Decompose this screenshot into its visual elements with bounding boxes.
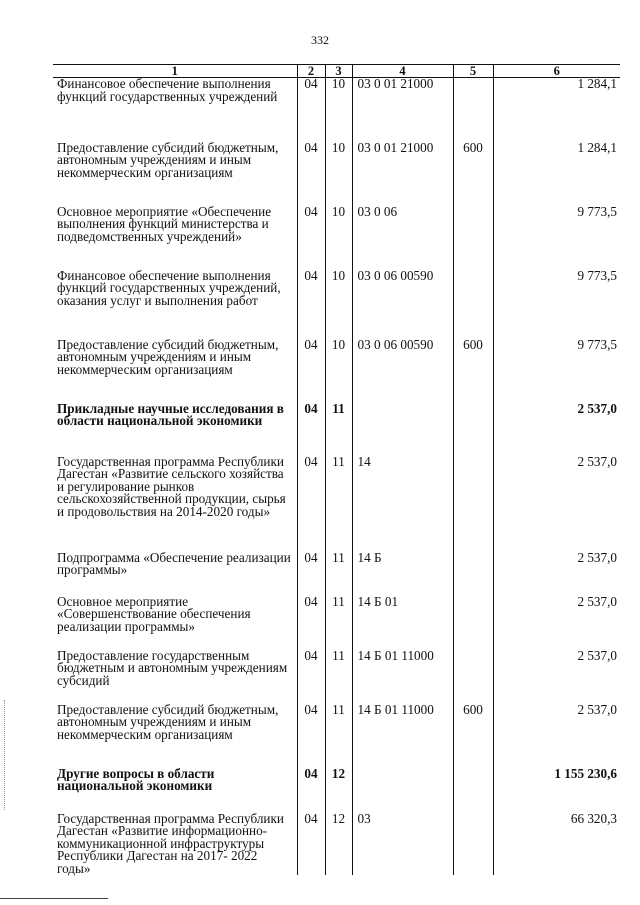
cell-target-article: 14 Б 01: [352, 596, 453, 650]
cell-expense-type: [453, 270, 493, 339]
cell-target-article: 03 0 06 00590: [352, 339, 453, 403]
cell-description: Финансовое обеспечение выполнения функций государственных учреждений: [57, 76, 278, 104]
cell-expense-type: 600: [453, 142, 493, 206]
cell-amount: 1 284,1: [493, 142, 620, 206]
cell-amount: 2 537,0: [493, 596, 620, 650]
cell-expense-type: 600: [453, 704, 493, 768]
cell-expense-type: [453, 768, 493, 813]
table-row: [53, 596, 620, 650]
cell-description: Предоставление субсидий бюджетным, автономным учреждениям и иным некоммерческим организациям: [57, 701, 279, 742]
table-row: [53, 704, 620, 768]
cell-target-article: 14: [352, 456, 453, 552]
cell-subsection: 11: [325, 704, 352, 768]
cell-section: 04: [297, 650, 325, 704]
table-row: [53, 552, 620, 596]
cell-description: Государственная программа Республики Дагестан «Развитие сельского хозяйства и регулирование рынков сельскохозяйственной продукции, сырья и продовольствия на 2014-2020 годы»: [57, 453, 286, 519]
table-row: [53, 813, 620, 876]
cell-expense-type: [453, 403, 493, 456]
budget-table: [53, 64, 620, 875]
header-col-4: 4: [352, 65, 453, 78]
header-col-5: 5: [453, 65, 493, 78]
cell-subsection: 11: [325, 456, 352, 552]
bottom-rule: [0, 898, 108, 899]
cell-expense-type: [453, 813, 493, 876]
cell-amount: 2 537,0: [493, 403, 620, 456]
cell-target-article: 14 Б 01 11000: [352, 650, 453, 704]
cell-target-article: [352, 403, 453, 456]
cell-description: Финансовое обеспечение выполнения функций государственных учреждений, оказания услуг и выполнения работ: [57, 267, 281, 308]
cell-expense-type: [453, 78, 493, 142]
table-row: [53, 456, 620, 552]
table-row: [53, 403, 620, 456]
cell-target-article: 14 Б: [352, 552, 453, 596]
cell-subsection: 11: [325, 552, 352, 596]
cell-section: 04: [297, 142, 325, 206]
cell-subsection: 11: [325, 403, 352, 456]
cell-section: 04: [297, 456, 325, 552]
cell-section: 04: [297, 270, 325, 339]
table-row: [53, 78, 620, 142]
cell-description: Государственная программа Республики Дагестан «Развитие информационно-коммуникационной инфраструктуры Республики Дагестан на 2017- 2022 годы»: [57, 810, 284, 876]
cell-subsection: 11: [325, 650, 352, 704]
cell-description: Прикладные научные исследования в области национальной экономики: [57, 400, 284, 429]
cell-amount: 9 773,5: [493, 206, 620, 270]
cell-expense-type: [453, 596, 493, 650]
cell-target-article: 03 0 01 21000: [352, 78, 453, 142]
cell-description: Основное мероприятие «Обеспечение выполнения функций министерства и подведомственных учреждений»: [57, 203, 272, 244]
cell-section: 04: [297, 552, 325, 596]
cell-subsection: 12: [325, 813, 352, 876]
cell-target-article: 03 0 06 00590: [352, 270, 453, 339]
cell-section: 04: [297, 206, 325, 270]
cell-amount: 66 320,3: [493, 813, 620, 876]
cell-expense-type: [453, 552, 493, 596]
cell-section: 04: [297, 704, 325, 768]
cell-section: 04: [297, 596, 325, 650]
cell-expense-type: 600: [453, 339, 493, 403]
cell-description: Подпрограмма «Обеспечение реализации программы»: [57, 549, 291, 578]
cell-subsection: 10: [325, 78, 352, 142]
table-row: [53, 650, 620, 704]
cell-amount: 2 537,0: [493, 456, 620, 552]
cell-section: 04: [297, 403, 325, 456]
table-body: [53, 78, 620, 876]
cell-section: 04: [297, 813, 325, 876]
cell-target-article: 14 Б 01 11000: [352, 704, 453, 768]
cell-description: Предоставление государственным бюджетным и автономным учреждениям субсидий: [57, 647, 288, 688]
cell-target-article: [352, 768, 453, 813]
cell-section: 04: [297, 768, 325, 813]
cell-target-article: 03: [352, 813, 453, 876]
cell-subsection: 10: [325, 270, 352, 339]
cell-subsection: 10: [325, 339, 352, 403]
cell-section: 04: [297, 339, 325, 403]
cell-amount: 9 773,5: [493, 270, 620, 339]
cell-expense-type: [453, 206, 493, 270]
cell-description: Другие вопросы в области национальной экономики: [57, 765, 215, 794]
cell-expense-type: [453, 456, 493, 552]
table-row: [53, 142, 620, 206]
cell-description: Основное мероприятие «Совершенствование обеспечения реализации программы»: [57, 593, 251, 634]
cell-amount: 2 537,0: [493, 650, 620, 704]
header-col-2: 2: [297, 65, 325, 78]
cell-section: 04: [297, 78, 325, 142]
cell-amount: 1 155 230,6: [493, 768, 620, 813]
cell-description: Предоставление субсидий бюджетным, автономным учреждениям и иным некоммерческим организациям: [57, 139, 279, 180]
header-col-6: 6: [493, 65, 620, 78]
cell-target-article: 03 0 01 21000: [352, 142, 453, 206]
table-row: [53, 339, 620, 403]
cell-subsection: 10: [325, 206, 352, 270]
cell-target-article: 03 0 06: [352, 206, 453, 270]
cell-amount: 9 773,5: [493, 339, 620, 403]
table-row: [53, 206, 620, 270]
cell-amount: 2 537,0: [493, 552, 620, 596]
cell-amount: 1 284,1: [493, 78, 620, 142]
header-col-3: 3: [325, 65, 352, 78]
cell-subsection: 11: [325, 596, 352, 650]
header-col-1: 1: [53, 65, 297, 78]
cell-description: Предоставление субсидий бюджетным, автономным учреждениям и иным некоммерческим организациям: [57, 336, 279, 377]
table-row: [53, 768, 620, 813]
cell-subsection: 12: [325, 768, 352, 813]
cell-expense-type: [453, 650, 493, 704]
table-row: [53, 270, 620, 339]
cell-amount: 2 537,0: [493, 704, 620, 768]
cell-subsection: 10: [325, 142, 352, 206]
page-number: 332: [311, 33, 329, 47]
margin-binding-dots: [4, 700, 6, 810]
